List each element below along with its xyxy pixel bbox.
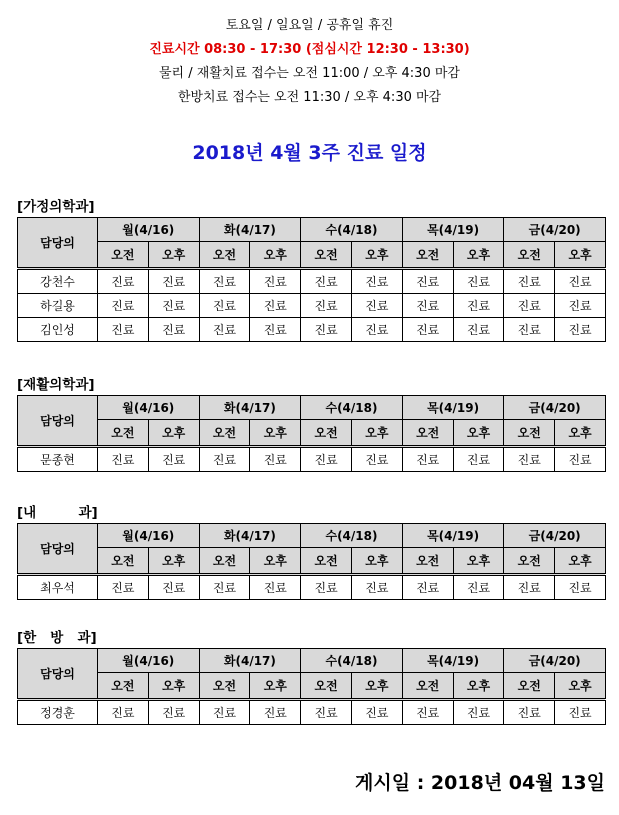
pm-header: 오후: [250, 673, 301, 700]
day-header: 월(4/16): [98, 218, 200, 242]
department-name: [내 과]: [17, 505, 98, 521]
schedule-slot: 진료: [555, 700, 606, 725]
schedule-slot: 진료: [555, 269, 606, 294]
schedule-slot: 진료: [402, 294, 453, 318]
department-name: [가정의학과]: [17, 199, 95, 215]
doctor-column-header: 담당의: [18, 218, 98, 269]
schedule-slot: 진료: [301, 447, 352, 472]
schedule-slot: 진료: [402, 575, 453, 600]
schedule-slot: 진료: [555, 575, 606, 600]
am-header: 오전: [504, 420, 555, 447]
department-section: [17, 628, 605, 725]
schedule-slot: 진료: [402, 269, 453, 294]
day-header: 화(4/17): [199, 649, 301, 673]
am-header: 오전: [402, 673, 453, 700]
pm-header: 오후: [250, 420, 301, 447]
schedule-slot: 진료: [199, 700, 250, 725]
doctor-row: [18, 700, 606, 725]
schedule-slot: 진료: [250, 318, 301, 342]
day-header: 화(4/17): [199, 396, 301, 420]
schedule-slot: 진료: [504, 294, 555, 318]
schedule-slot: 진료: [555, 318, 606, 342]
schedule-slot: 진료: [148, 575, 199, 600]
schedule-slot: 진료: [402, 447, 453, 472]
schedule-slot: 진료: [301, 700, 352, 725]
schedule-slot: 진료: [199, 447, 250, 472]
day-header: 수(4/18): [301, 649, 403, 673]
schedule-slot: 진료: [453, 447, 504, 472]
schedule-table: [17, 523, 606, 600]
pm-header: 오후: [351, 242, 402, 269]
schedule-table: [17, 217, 606, 342]
office-hours-notice: 진료시간 08:30 - 17:30 (점심시간 12:30 - 13:30): [149, 42, 470, 57]
doctor-row: [18, 294, 606, 318]
schedule-slot: 진료: [250, 700, 301, 725]
day-header: 월(4/16): [98, 396, 200, 420]
pm-header: 오후: [453, 420, 504, 447]
day-header: 목(4/19): [402, 649, 504, 673]
am-header: 오전: [402, 242, 453, 269]
doctor-row: [18, 447, 606, 472]
day-header: 금(4/20): [504, 524, 606, 548]
doctor-row: [18, 318, 606, 342]
schedule-slot: 진료: [301, 318, 352, 342]
pm-header: 오후: [453, 673, 504, 700]
schedule-slot: 진료: [504, 575, 555, 600]
schedule-slot: 진료: [98, 575, 149, 600]
doctor-name: 최우석: [18, 575, 98, 600]
closed-days-notice: 토요일 / 일요일 / 공휴일 휴진: [225, 18, 394, 33]
schedule-slot: 진료: [453, 269, 504, 294]
schedule-slot: 진료: [148, 700, 199, 725]
department-name: [재활의학과]: [17, 377, 95, 393]
schedule-slot: 진료: [351, 294, 402, 318]
therapy-reception-notice: 물리 / 재활치료 접수는 오전 11:00 / 오후 4:30 마감: [159, 66, 460, 81]
doctor-column-header: 담당의: [18, 524, 98, 575]
schedule-slot: 진료: [504, 447, 555, 472]
schedule-slot: 진료: [199, 294, 250, 318]
day-header: 화(4/17): [199, 218, 301, 242]
day-header: 월(4/16): [98, 524, 200, 548]
schedule-slot: 진료: [402, 700, 453, 725]
schedule-slot: 진료: [301, 294, 352, 318]
schedule-slot: 진료: [250, 269, 301, 294]
doctor-row: [18, 269, 606, 294]
doctor-name: 강천수: [18, 269, 98, 294]
schedule-slot: 진료: [555, 294, 606, 318]
pm-header: 오후: [148, 673, 199, 700]
pm-header: 오후: [555, 420, 606, 447]
schedule-slot: 진료: [98, 294, 149, 318]
doctor-row: [18, 575, 606, 600]
pm-header: 오후: [351, 420, 402, 447]
schedule-slot: 진료: [199, 269, 250, 294]
department-name: [한 방 과]: [17, 630, 97, 646]
pm-header: 오후: [148, 548, 199, 575]
schedule-slot: 진료: [98, 447, 149, 472]
am-header: 오전: [504, 673, 555, 700]
am-header: 오전: [199, 420, 250, 447]
schedule-slot: 진료: [555, 447, 606, 472]
schedule-slot: 진료: [504, 269, 555, 294]
schedule-slot: 진료: [148, 294, 199, 318]
day-header: 화(4/17): [199, 524, 301, 548]
schedule-slot: 진료: [301, 575, 352, 600]
schedule-slot: 진료: [453, 700, 504, 725]
day-header: 목(4/19): [402, 396, 504, 420]
day-header: 수(4/18): [301, 218, 403, 242]
day-header: 금(4/20): [504, 218, 606, 242]
schedule-slot: 진료: [250, 447, 301, 472]
department-section: [17, 375, 605, 472]
doctor-name: 문종현: [18, 447, 98, 472]
pm-header: 오후: [555, 673, 606, 700]
am-header: 오전: [98, 548, 149, 575]
schedule-slot: 진료: [199, 575, 250, 600]
department-section: [17, 503, 605, 600]
pm-header: 오후: [148, 242, 199, 269]
day-header: 목(4/19): [402, 218, 504, 242]
schedule-slot: 진료: [351, 318, 402, 342]
am-header: 오전: [504, 242, 555, 269]
schedule-slot: 진료: [98, 318, 149, 342]
pm-header: 오후: [453, 548, 504, 575]
doctor-name: 김인성: [18, 318, 98, 342]
am-header: 오전: [98, 242, 149, 269]
page-title: 2018년 4월 3주 진료 일정: [192, 142, 427, 164]
am-header: 오전: [402, 420, 453, 447]
pm-header: 오후: [250, 548, 301, 575]
day-header: 수(4/18): [301, 396, 403, 420]
schedule-table: [17, 395, 606, 472]
am-header: 오전: [301, 673, 352, 700]
department-section: [17, 197, 605, 342]
day-header: 목(4/19): [402, 524, 504, 548]
pm-header: 오후: [148, 420, 199, 447]
schedule-slot: 진료: [453, 575, 504, 600]
schedule-slot: 진료: [148, 269, 199, 294]
am-header: 오전: [98, 420, 149, 447]
am-header: 오전: [199, 242, 250, 269]
notice-block: [0, 14, 619, 110]
schedule-slot: 진료: [351, 447, 402, 472]
am-header: 오전: [199, 673, 250, 700]
schedule-slot: 진료: [351, 269, 402, 294]
pm-header: 오후: [555, 548, 606, 575]
schedule-slot: 진료: [250, 575, 301, 600]
schedule-slot: 진료: [98, 269, 149, 294]
oriental-reception-notice: 한방치료 접수는 오전 11:30 / 오후 4:30 마감: [177, 90, 442, 105]
doctor-name: 정경훈: [18, 700, 98, 725]
schedule-slot: 진료: [351, 700, 402, 725]
schedule-slot: 진료: [453, 318, 504, 342]
schedule-slot: 진료: [148, 318, 199, 342]
schedule-slot: 진료: [402, 318, 453, 342]
pm-header: 오후: [351, 673, 402, 700]
pm-header: 오후: [453, 242, 504, 269]
schedule-slot: 진료: [351, 575, 402, 600]
day-header: 금(4/20): [504, 396, 606, 420]
doctor-column-header: 담당의: [18, 396, 98, 447]
day-header: 수(4/18): [301, 524, 403, 548]
schedule-slot: 진료: [199, 318, 250, 342]
doctor-name: 하길용: [18, 294, 98, 318]
am-header: 오전: [199, 548, 250, 575]
schedule-slot: 진료: [250, 294, 301, 318]
schedule-slot: 진료: [504, 318, 555, 342]
am-header: 오전: [98, 673, 149, 700]
am-header: 오전: [504, 548, 555, 575]
pm-header: 오후: [555, 242, 606, 269]
posted-date: 게시일 : 2018년 04월 13일: [355, 772, 605, 794]
schedule-slot: 진료: [301, 269, 352, 294]
day-header: 금(4/20): [504, 649, 606, 673]
day-header: 월(4/16): [98, 649, 200, 673]
am-header: 오전: [402, 548, 453, 575]
schedule-slot: 진료: [98, 700, 149, 725]
pm-header: 오후: [351, 548, 402, 575]
schedule-table: [17, 648, 606, 725]
am-header: 오전: [301, 420, 352, 447]
schedule-slot: 진료: [504, 700, 555, 725]
am-header: 오전: [301, 242, 352, 269]
am-header: 오전: [301, 548, 352, 575]
doctor-column-header: 담당의: [18, 649, 98, 700]
schedule-slot: 진료: [453, 294, 504, 318]
pm-header: 오후: [250, 242, 301, 269]
schedule-slot: 진료: [148, 447, 199, 472]
